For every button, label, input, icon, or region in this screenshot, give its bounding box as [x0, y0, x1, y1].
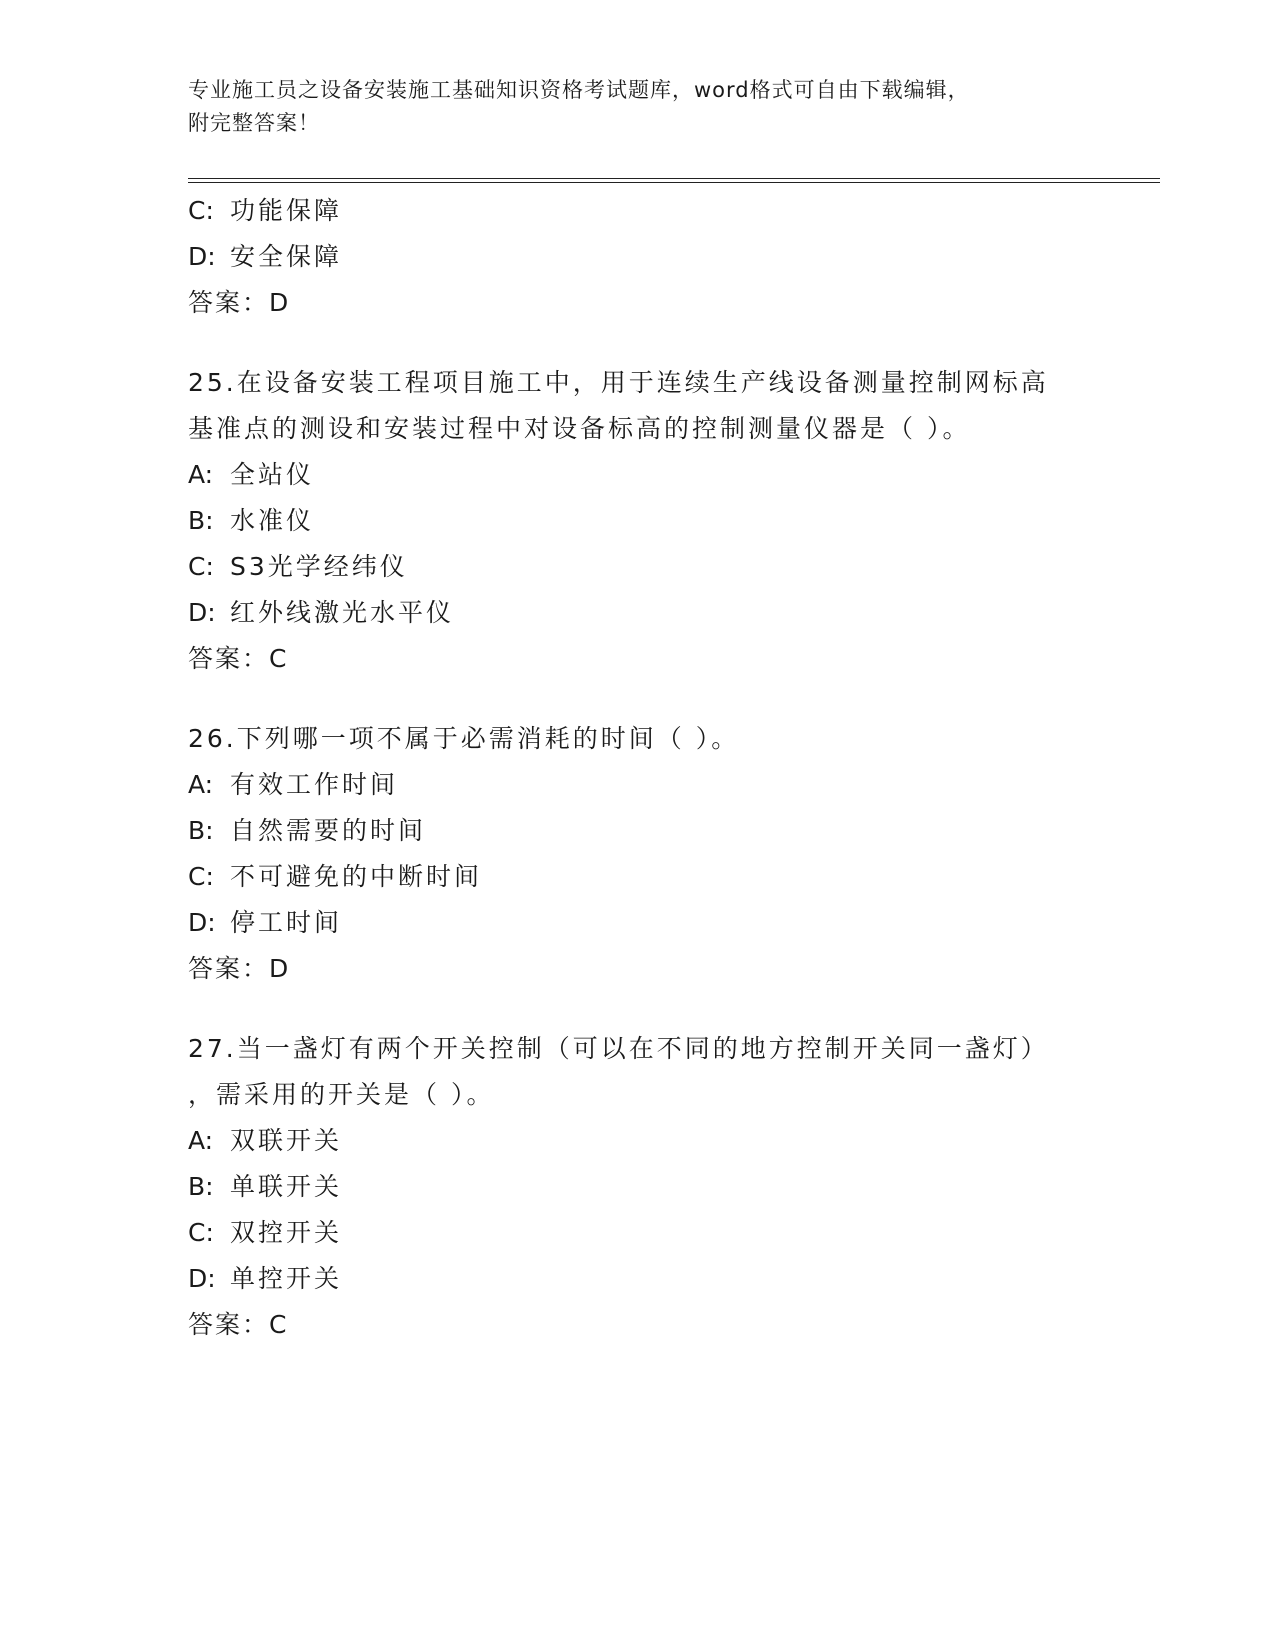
question-stem-line-2: ，需采用的开关是（ ）。: [188, 1080, 495, 1109]
option-c: [188, 854, 1088, 900]
option-label: C:: [188, 552, 214, 581]
question-24-continuation: [188, 188, 1088, 326]
option-label: D:: [188, 598, 216, 627]
document-body: [188, 188, 1088, 1348]
option-text: S3光学经纬仪: [230, 552, 408, 581]
header-line-2: 附完整答案！: [188, 111, 320, 135]
option-text: 单联开关: [230, 1172, 343, 1201]
option-label: B:: [188, 506, 214, 535]
question-26: [188, 716, 1088, 992]
option-a: [188, 1118, 1088, 1164]
option-text: 自然需要的时间: [230, 816, 427, 845]
question-27: [188, 1026, 1088, 1348]
option-label: D:: [188, 908, 216, 937]
option-d: [188, 234, 1088, 280]
header-divider: [188, 178, 1160, 183]
question-text: 当一盏灯有两个开关控制（可以在不同的地方控制开关同一盏灯）: [236, 1034, 1049, 1063]
option-text: 水准仪: [230, 506, 315, 535]
option-label: D:: [188, 242, 216, 271]
option-text: 单控开关: [230, 1264, 343, 1293]
option-c: [188, 188, 1088, 234]
document-header: [188, 74, 1088, 140]
question-text: 在设备安装工程项目施工中，用于连续生产线设备测量控制网标高: [236, 368, 1049, 397]
question-number: 27.: [188, 1034, 237, 1063]
spacer: [188, 682, 1088, 716]
answer: 答案：D: [188, 288, 291, 317]
option-text: 功能保障: [230, 196, 343, 225]
option-text: 红外线激光水平仪: [230, 598, 455, 627]
question-25: [188, 360, 1088, 682]
spacer: [188, 992, 1088, 1026]
option-a: [188, 452, 1088, 498]
option-label: C:: [188, 1218, 214, 1247]
answer: 答案：D: [188, 954, 291, 983]
question-stem-line-1: [188, 716, 1088, 762]
answer: 答案：C: [188, 644, 289, 673]
option-text: 不可避免的中断时间: [230, 862, 483, 891]
option-label: C:: [188, 862, 214, 891]
option-text: 全站仪: [230, 460, 315, 489]
header-line-1: 专业施工员之设备安装施工基础知识资格考试题库，word格式可自由下载编辑，: [188, 78, 970, 102]
option-b: [188, 498, 1088, 544]
option-c: [188, 544, 1088, 590]
question-stem-line-1: [188, 360, 1088, 406]
question-text: 下列哪一项不属于必需消耗的时间（ ）。: [236, 724, 740, 753]
option-c: [188, 1210, 1088, 1256]
option-label: B:: [188, 816, 214, 845]
question-number: 25.: [188, 368, 237, 397]
option-d: [188, 1256, 1088, 1302]
option-d: [188, 900, 1088, 946]
option-b: [188, 808, 1088, 854]
option-text: 双联开关: [230, 1126, 343, 1155]
option-d: [188, 590, 1088, 636]
option-label: A:: [188, 770, 214, 799]
option-label: A:: [188, 1126, 214, 1155]
option-label: D:: [188, 1264, 216, 1293]
option-text: 双控开关: [230, 1218, 343, 1247]
answer: 答案：C: [188, 1310, 289, 1339]
spacer: [188, 326, 1088, 360]
question-number: 26.: [188, 724, 237, 753]
option-text: 安全保障: [230, 242, 343, 271]
option-a: [188, 762, 1088, 808]
question-stem-line-2: 基准点的测设和安装过程中对设备标高的控制测量仪器是（ ）。: [188, 414, 971, 443]
option-label: B:: [188, 1172, 214, 1201]
option-label: C:: [188, 196, 214, 225]
option-label: A:: [188, 460, 214, 489]
option-b: [188, 1164, 1088, 1210]
option-text: 有效工作时间: [230, 770, 399, 799]
question-stem-line-1: [188, 1026, 1088, 1072]
option-text: 停工时间: [230, 908, 343, 937]
